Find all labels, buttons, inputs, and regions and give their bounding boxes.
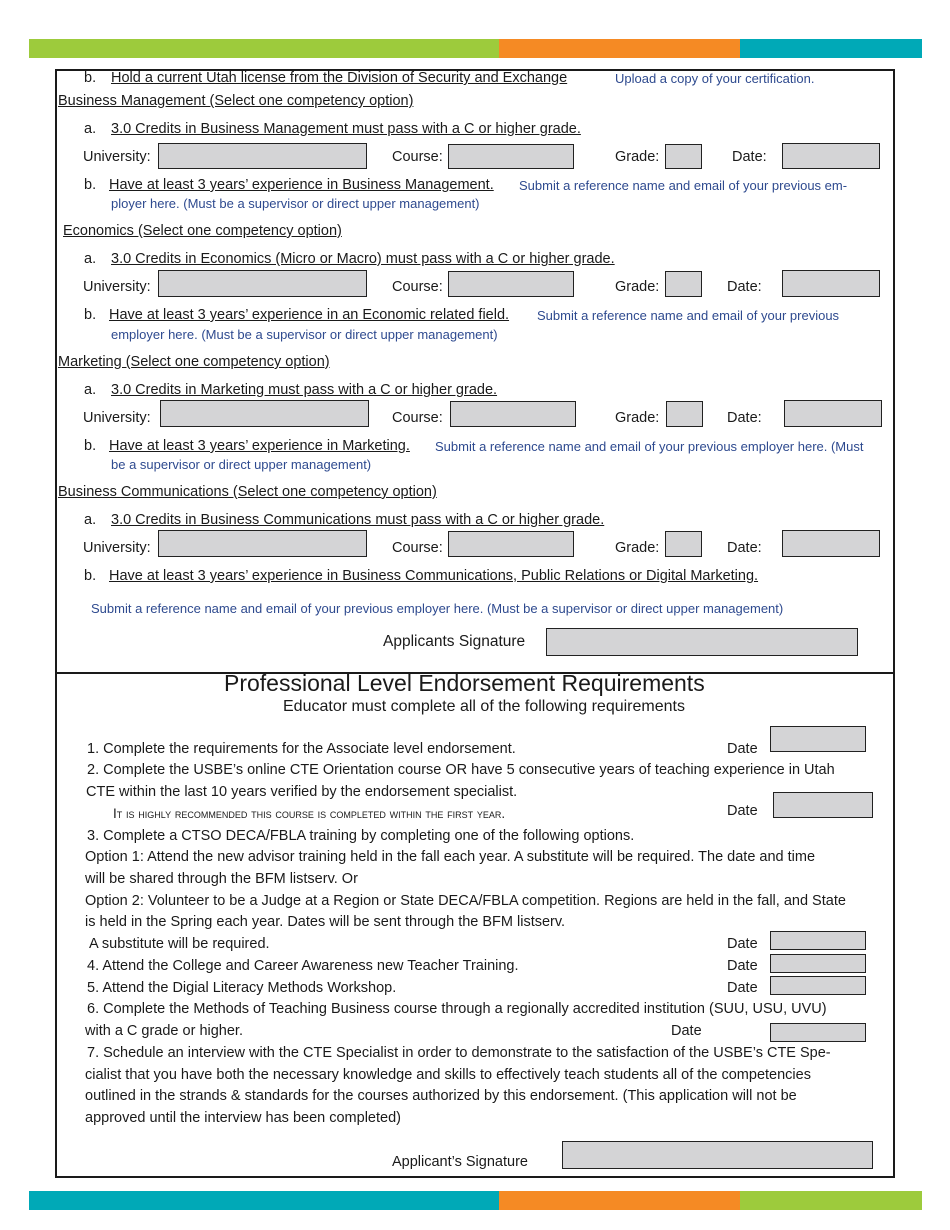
option-2-line2: is held in the Spring each year. Dates will be sent through the BFM listserv. bbox=[85, 914, 566, 930]
finance-b-text: Hold a current Utah license from the Division of Security and Exchange bbox=[111, 70, 568, 86]
bm-b-note-line2: ployer here. (Must be a supervisor or direct upper management) bbox=[111, 196, 480, 211]
comm-b-text: Have at least 3 years’ experience in Business Communications, Public Relations or Digital Marketing. bbox=[109, 568, 759, 584]
comm-heading: Business Communications (Select one competency option) bbox=[58, 484, 437, 500]
item-2-note: It is highly recommended this course is completed within the first year. bbox=[113, 806, 506, 821]
comm-a-letter: a. bbox=[84, 512, 97, 528]
econ-date-label: Date: bbox=[727, 279, 762, 295]
bottom-bar-green bbox=[740, 1191, 922, 1210]
econ-grade-label: Grade: bbox=[615, 279, 660, 295]
econ-university-label: University: bbox=[83, 279, 151, 295]
econ-course-label: Course: bbox=[392, 279, 443, 295]
comm-date-label: Date: bbox=[727, 540, 762, 556]
top-bar-teal bbox=[740, 39, 922, 58]
econ-b-note-line2: employer here. (Must be a supervisor or direct upper management) bbox=[111, 327, 498, 342]
applicants-signature-label: Applicants Signature bbox=[383, 633, 526, 650]
mkt-university-field[interactable] bbox=[160, 400, 369, 427]
finance-b-letter: b. bbox=[84, 70, 97, 86]
bm-course-field[interactable] bbox=[448, 144, 574, 169]
bm-b-note-line1: Submit a reference name and email of your previous em- bbox=[519, 178, 848, 193]
bottom-bar-teal bbox=[29, 1191, 499, 1210]
item-1-date-field[interactable] bbox=[770, 726, 866, 752]
mkt-date-field[interactable] bbox=[784, 400, 882, 427]
bm-date-field[interactable] bbox=[782, 143, 880, 169]
item-6-line1: 6. Complete the Methods of Teaching Business course through a regionally accredited institution (SUU, USU, UVU) bbox=[87, 1001, 827, 1017]
mkt-course-label: Course: bbox=[392, 410, 443, 426]
mkt-a-letter: a. bbox=[84, 382, 97, 398]
mkt-grade-field[interactable] bbox=[666, 401, 703, 427]
comm-b-note: Submit a reference name and email of your previous employer here. (Must be a supervisor or direct upper management) bbox=[91, 601, 784, 616]
item-6-date-field[interactable] bbox=[770, 1023, 866, 1042]
applicant-signature-label: Applicant’s Signature bbox=[392, 1154, 528, 1170]
item-2-line2: CTE within the last 10 years verified by the endorsement specialist. bbox=[86, 784, 518, 800]
econ-date-field[interactable] bbox=[782, 270, 880, 297]
comm-b-letter: b. bbox=[84, 568, 97, 584]
econ-a-text: 3.0 Credits in Economics (Micro or Macro) must pass with a C or higher grade. bbox=[111, 251, 615, 267]
finance-b-note: Upload a copy of your certification. bbox=[615, 71, 815, 86]
option-1-line2: will be shared through the BFM listserv. Or bbox=[85, 871, 358, 887]
mkt-grade-label: Grade: bbox=[615, 410, 660, 426]
econ-heading: Economics (Select one competency option) bbox=[63, 223, 342, 239]
bm-b-letter: b. bbox=[84, 177, 97, 193]
mkt-a-text: 3.0 Credits in Marketing must pass with a C or higher grade. bbox=[111, 382, 498, 398]
comm-grade-field[interactable] bbox=[665, 531, 702, 557]
top-bar-green bbox=[29, 39, 499, 58]
top-bar-orange bbox=[499, 39, 740, 58]
comm-course-field[interactable] bbox=[448, 531, 574, 557]
bm-university-label: University: bbox=[83, 149, 151, 165]
item-6-date-label: Date bbox=[671, 1023, 702, 1039]
econ-b-text: Have at least 3 years’ experience in an Economic related field. bbox=[109, 307, 510, 323]
item-7-line3: outlined in the strands & standards for the courses authorized by this endorsement. (This application will not be bbox=[85, 1088, 797, 1104]
item-2-date-field[interactable] bbox=[773, 792, 873, 818]
item-2-line1: 2. Complete the USBE’s online CTE Orientation course OR have 5 consecutive years of teaching experience in Utah bbox=[87, 762, 835, 778]
mkt-b-text: Have at least 3 years’ experience in Marketing. bbox=[109, 438, 410, 454]
comm-date-field[interactable] bbox=[782, 530, 880, 557]
econ-grade-field[interactable] bbox=[665, 271, 702, 297]
item-4-date-label: Date bbox=[727, 958, 758, 974]
mkt-university-label: University: bbox=[83, 410, 151, 426]
econ-a-letter: a. bbox=[84, 251, 97, 267]
econ-university-field[interactable] bbox=[158, 270, 367, 297]
bm-b-text: Have at least 3 years’ experience in Business Management. bbox=[109, 177, 494, 193]
item-5-date-field[interactable] bbox=[770, 976, 866, 995]
comm-course-label: Course: bbox=[392, 540, 443, 556]
bm-a-letter: a. bbox=[84, 121, 97, 137]
professional-title: Professional Level Endorsement Requirements bbox=[224, 670, 705, 696]
item-3-date-field[interactable] bbox=[770, 931, 866, 950]
item-6-line2: with a C grade or higher. bbox=[85, 1023, 243, 1039]
bm-course-label: Course: bbox=[392, 149, 443, 165]
mkt-heading: Marketing (Select one competency option) bbox=[58, 354, 330, 370]
bottom-bar-orange bbox=[499, 1191, 740, 1210]
applicant-signature-field[interactable] bbox=[562, 1141, 873, 1169]
professional-subtitle: Educator must complete all of the following requirements bbox=[283, 698, 685, 715]
item-2-date-label: Date bbox=[727, 803, 758, 819]
item-7-line2: cialist that you have both the necessary knowledge and skills to effectively teach students all of the competencies bbox=[85, 1067, 811, 1083]
mkt-b-note-line2: be a supervisor or direct upper management) bbox=[111, 457, 372, 472]
mkt-date-label: Date: bbox=[727, 410, 762, 426]
option-2-line3: A substitute will be required. bbox=[89, 936, 270, 952]
item-1: 1. Complete the requirements for the Associate level endorsement. bbox=[87, 741, 516, 757]
mkt-b-note-line1: Submit a reference name and email of your previous employer here. (Must bbox=[435, 439, 864, 454]
option-2-line1: Option 2: Volunteer to be a Judge at a Region or State DECA/FBLA competition. Regions are held in the fall, and State bbox=[85, 893, 846, 909]
bm-grade-field[interactable] bbox=[665, 144, 702, 169]
econ-course-field[interactable] bbox=[448, 271, 574, 297]
comm-grade-label: Grade: bbox=[615, 540, 660, 556]
item-7-line4: approved until the interview has been completed) bbox=[85, 1110, 401, 1126]
bm-a-text: 3.0 Credits in Business Management must pass with a C or higher grade. bbox=[111, 121, 581, 137]
item-7-line1: 7. Schedule an interview with the CTE Specialist in order to demonstrate to the satisfaction of the USBE’s CTE Spe- bbox=[87, 1045, 831, 1061]
bm-grade-label: Grade: bbox=[615, 149, 660, 165]
applicants-signature-field[interactable] bbox=[546, 628, 858, 656]
bm-heading: Business Management (Select one competency option) bbox=[58, 93, 414, 109]
comm-university-label: University: bbox=[83, 540, 151, 556]
comm-a-text: 3.0 Credits in Business Communications must pass with a C or higher grade. bbox=[111, 512, 605, 528]
mkt-b-letter: b. bbox=[84, 438, 97, 454]
econ-b-note-line1: Submit a reference name and email of your previous bbox=[537, 308, 840, 323]
item-4: 4. Attend the College and Career Awareness new Teacher Training. bbox=[87, 958, 519, 974]
econ-b-letter: b. bbox=[84, 307, 97, 323]
option-1-line1: Option 1: Attend the new advisor training held in the fall each year. A substitute will be required. The date and time bbox=[85, 849, 816, 865]
mkt-course-field[interactable] bbox=[450, 401, 576, 427]
comm-university-field[interactable] bbox=[158, 530, 367, 557]
item-3: 3. Complete a CTSO DECA/FBLA training by completing one of the following options. bbox=[87, 828, 635, 844]
item-5: 5. Attend the Digial Literacy Methods Workshop. bbox=[87, 980, 397, 996]
bm-university-field[interactable] bbox=[158, 143, 367, 169]
item-1-date-label: Date bbox=[727, 741, 758, 757]
item-4-date-field[interactable] bbox=[770, 954, 866, 973]
item-5-date-label: Date bbox=[727, 980, 758, 996]
bm-date-label: Date: bbox=[732, 149, 767, 165]
item-3-date-label: Date bbox=[727, 936, 758, 952]
